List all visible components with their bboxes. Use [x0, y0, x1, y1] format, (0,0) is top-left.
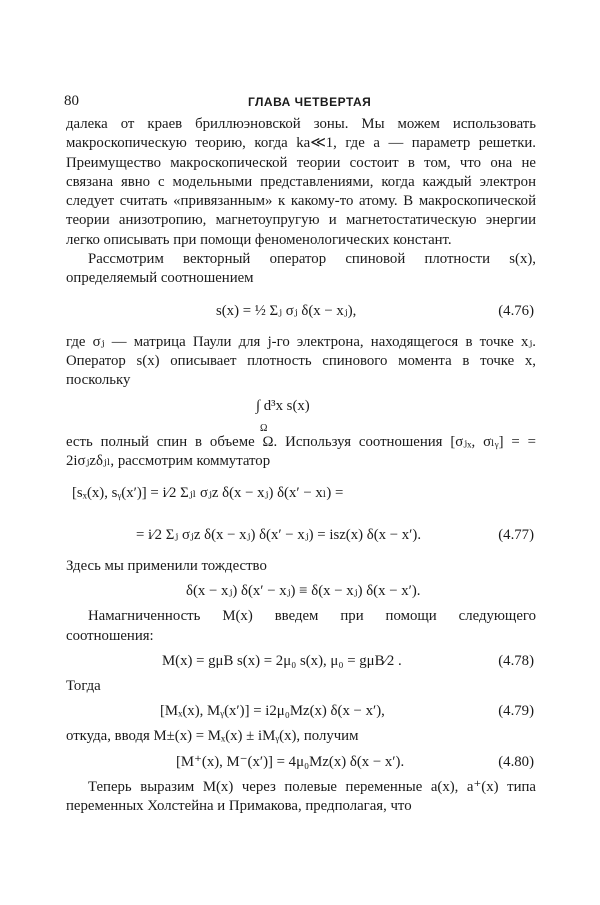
equation-4-76-formula: s(x) = ½ Σⱼ σⱼ δ(x − xⱼ),	[216, 302, 357, 319]
equation-4-78-number: (4.78)	[498, 653, 534, 670]
equation-4-77-number: (4.77)	[498, 527, 534, 544]
equation-4-77-line-1-formula: [sₓ(x), sᵧ(x′)] = i⁄2 Σⱼₗ σⱼz δ(x − xⱼ) δ(x′ − xₗ) =	[72, 485, 344, 502]
equation-4-80-formula: [M⁺(x), M⁻(x′)] = 4μ₀Mz(x) δ(x − x′).	[176, 753, 405, 770]
equation-4-77-line-2	[66, 515, 536, 555]
equation-4-80	[66, 749, 536, 776]
paragraph-7: Тогда	[66, 678, 101, 695]
paragraph-5: Здесь мы применили тождество	[66, 558, 267, 575]
integral-expression	[66, 391, 536, 433]
page-number: 80	[64, 93, 79, 109]
integral-domain: Ω	[260, 422, 268, 434]
paragraph-6: Намагниченность M(x) введем при помощи следующего соотношения:	[66, 608, 536, 644]
paragraph-1: далека от краев бриллюэновской зоны. Мы можем использовать макроскопическую теорию, когда ka≪1, где a — параметр решетки. Преимущество макроскопической теории состоит в том, что она не связана явно с модельными представлениями, когда каждый электрон следует считать «привязанным» к какому-то атому. В макроскопической теории анизотропию, магнетоупругую и магнетостатическую энергии легко описывать при помощи феноменологических констант.	[66, 116, 536, 248]
chapter-title: ГЛАВА ЧЕТВЕРТАЯ	[248, 95, 372, 109]
equation-4-77-line-2-formula: = i⁄2 Σⱼ σⱼz δ(x − xⱼ) δ(x′ − xⱼ) = isz(x) δ(x − x′).	[136, 527, 422, 544]
equation-4-79-formula: [Mₓ(x), Mᵧ(x′)] = i2μ₀Mz(x) δ(x − x′),	[160, 703, 385, 720]
equation-4-79-number: (4.79)	[498, 703, 534, 720]
identity-formula: δ(x − xⱼ) δ(x′ − xⱼ) ≡ δ(x − xⱼ) δ(x − x′).	[186, 583, 421, 600]
equation-4-78	[66, 648, 536, 675]
paragraph-2: Рассмотрим векторный оператор спиновой плотности s(x), определяемый соотношением	[66, 251, 536, 287]
paragraph-9: Теперь выразим M(x) через полевые переменные a(x), a⁺(x) типа переменных Холстейна и Примакова, предполагая, что	[66, 778, 536, 814]
paragraph-3: где σⱼ — матрица Паули для j-го электрона, находящегося в точке xⱼ. Оператор s(x) описывает плотность спинового момента в точке x, поскольку	[66, 333, 536, 389]
equation-4-76	[66, 291, 536, 331]
equation-4-77-line-1	[66, 473, 536, 513]
page-header	[64, 93, 534, 113]
equation-4-78-formula: M(x) = gμB s(x) = 2μ₀ s(x), μ₀ = gμB⁄2 .	[162, 653, 402, 670]
equation-4-76-number: (4.76)	[498, 302, 534, 319]
identity-equation	[66, 578, 536, 605]
paragraph-4: есть полный спин в объеме Ω. Используя соотношения [σⱼₓ, σₗᵧ] = = 2iσⱼzδⱼₗ, рассмотрим коммутатор	[66, 433, 536, 469]
integral-formula: ∫ d³x s(x)	[256, 397, 310, 414]
paragraph-8: откуда, вводя M±(x) = Mₓ(x) ± iMᵧ(x), получим	[66, 728, 359, 745]
page-body	[66, 115, 536, 816]
equation-4-80-number: (4.80)	[498, 753, 534, 770]
equation-4-79	[66, 698, 536, 725]
